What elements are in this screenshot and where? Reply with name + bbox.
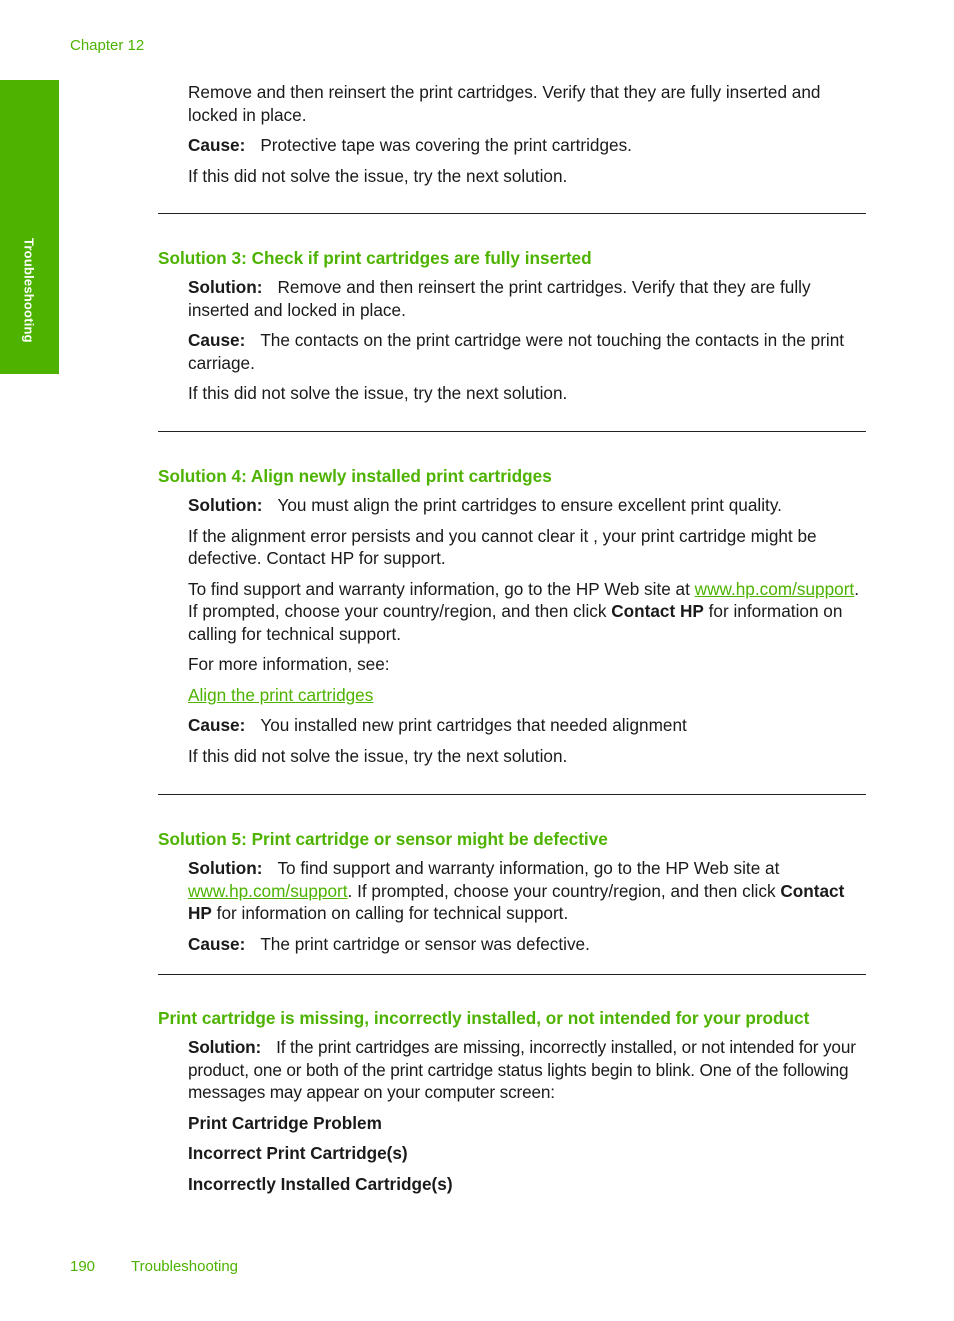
chapter-header: Chapter 12	[70, 37, 145, 54]
support-text-post: for information on calling for technical support.	[188, 601, 843, 644]
support-text-pre: To find support and warranty information, go to the HP Web site at	[277, 858, 780, 878]
cause-label: Cause:	[188, 135, 246, 155]
cause-text: The print cartridge or sensor was defective.	[260, 933, 590, 954]
solution4-cause	[188, 714, 866, 737]
solution3-title: Solution 3: Check if print cartridges are fully inserted	[158, 248, 592, 268]
solution4-title: Solution 4: Align newly installed print cartridges	[158, 466, 552, 486]
missing-cartridge-title: Print cartridge is missing, incorrectly installed, or not intended for your product	[158, 1008, 810, 1028]
sidebar-tab-label: Troubleshooting	[21, 238, 37, 343]
solution-label: Solution:	[188, 277, 263, 297]
cause-label: Cause:	[188, 715, 246, 735]
hp-support-link[interactable]: www.hp.com/support	[694, 578, 855, 599]
solution5-title: Solution 5: Print cartridge or sensor might be defective	[158, 829, 608, 849]
support-text-post: for information on calling for technical support.	[211, 903, 569, 923]
support-text-mid: . If prompted, choose your country/region, and then click	[188, 578, 859, 621]
contact-hp-label: Contact HP	[188, 880, 845, 923]
intro-paragraph: Remove and then reinsert the print cartridges. Verify that they are fully inserted and locked in place.	[188, 82, 821, 125]
solution-text: Remove and then reinsert the print cartridges. Verify that they are fully inserted and locked in place.	[188, 277, 811, 320]
section-divider	[158, 431, 866, 432]
solution3-section	[158, 247, 866, 413]
solution-label: Solution:	[188, 858, 263, 878]
solution-label: Solution:	[188, 1037, 262, 1057]
align-cartridges-link[interactable]: Align the print cartridges	[188, 684, 374, 705]
error-message-item: Incorrectly Installed Cartridge(s)	[188, 1173, 453, 1194]
support-text-mid: . If prompted, choose your country/region, and then click	[347, 880, 781, 901]
solution-text: You must align the print cartridges to ensure excellent print quality.	[277, 495, 782, 515]
solution-text: If the print cartridges are missing, incorrectly installed, or not intended for your product, one or both of the print cartridge status lights begin to blink. One of the following messages may appear on your computer screen:	[188, 1037, 856, 1102]
footer-section-name: Troubleshooting	[131, 1258, 239, 1275]
section-divider	[158, 794, 866, 795]
section-divider	[158, 213, 866, 214]
intro-section	[158, 81, 866, 195]
solution3-cause	[188, 329, 866, 374]
solution-label: Solution:	[188, 495, 263, 515]
solution3-next: If this did not solve the issue, try the next solution.	[188, 383, 568, 403]
solution4-next: If this did not solve the issue, try the next solution.	[188, 745, 568, 766]
missing-cartridge-section	[158, 1007, 866, 1203]
solution5-section	[158, 828, 866, 963]
solution4-section	[158, 465, 866, 775]
error-message-item: Incorrect Print Cartridge(s)	[188, 1143, 408, 1163]
hp-support-link[interactable]: www.hp.com/support	[188, 880, 348, 901]
cause-label: Cause:	[188, 933, 246, 954]
missing-solution	[188, 1036, 866, 1104]
support-text-pre: To find support and warranty information, go to the HP Web site at	[188, 578, 695, 599]
solution4-align-link-row	[188, 684, 866, 707]
cause-text: Protective tape was covering the print cartridges.	[260, 135, 632, 155]
intro-next: If this did not solve the issue, try the next solution.	[188, 165, 568, 186]
intro-cause	[188, 134, 866, 157]
solution5-cause	[188, 933, 866, 956]
cause-label: Cause:	[188, 330, 246, 350]
page-number: 190	[70, 1258, 96, 1275]
solution5-solution	[188, 857, 866, 925]
contact-hp-label: Contact HP	[611, 601, 704, 621]
error-message-item: Print Cartridge Problem	[188, 1112, 382, 1133]
cause-text: The contacts on the print cartridge were not touching the contacts in the print carriage.	[188, 330, 845, 373]
cause-text: You installed new print cartridges that needed alignment	[260, 715, 687, 735]
solution4-alignment-paragraph: If the alignment error persists and you cannot clear it , your print cartridge might be defective. Contact HP for support.	[188, 525, 817, 568]
solution4-support-paragraph	[188, 578, 866, 646]
solution4-solution	[188, 494, 866, 517]
solution4-more-info: For more information, see:	[188, 654, 390, 674]
section-divider	[158, 974, 866, 975]
solution3-solution	[188, 276, 866, 321]
